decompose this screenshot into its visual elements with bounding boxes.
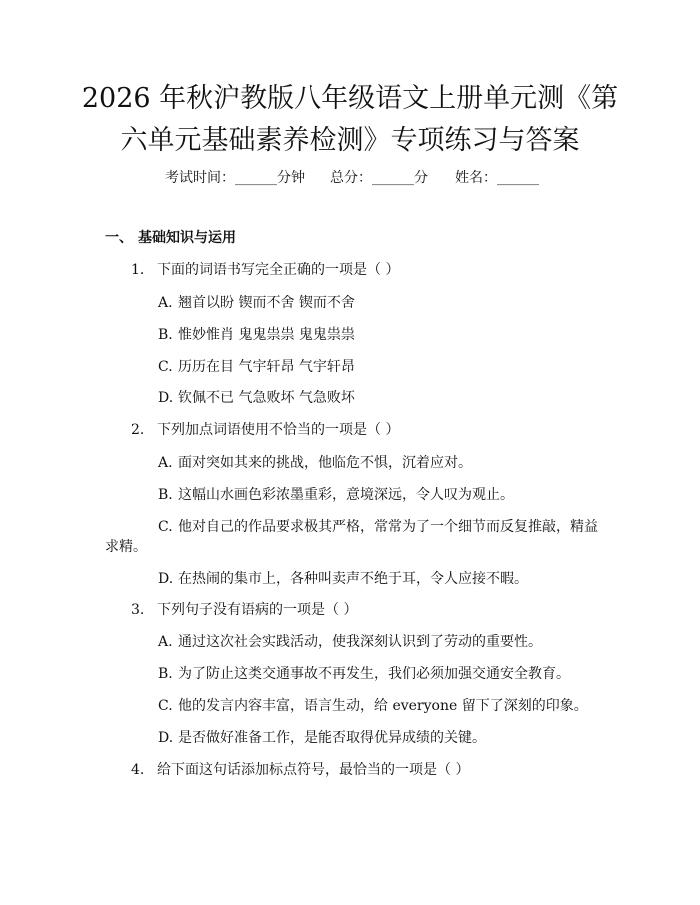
question-text: 下列句子没有语病的一项是（ ） — [157, 602, 358, 618]
option-text: 是否做好准备工作，是能否取得优异成绩的关键。 — [178, 730, 486, 746]
title-line-2: 六单元基础素养检测》专项练习与答案 — [120, 125, 580, 156]
option-text: 翘首以盼 锲而不舍 锲而不舍 — [178, 295, 355, 311]
option-letter: B. — [158, 327, 173, 343]
q2-option-c-continuation: 求精。 — [105, 539, 147, 555]
option-letter: C. — [158, 359, 173, 375]
option-text: 钦佩不已 气急败坏 气急败坏 — [178, 390, 355, 406]
option-text: 他的发言内容丰富，语言生动，给 everyone 留下了深刻的印象。 — [178, 698, 588, 714]
question-text: 下列加点词语使用不恰当的一项是（ ） — [157, 422, 400, 438]
option-text: 通过这次社会实践活动，使我深刻认识到了劳动的重要性。 — [178, 634, 542, 650]
option-letter: A. — [158, 295, 173, 311]
option-text: 惟妙惟肖 鬼鬼祟祟 鬼鬼祟祟 — [178, 327, 355, 343]
question-number: 2. — [131, 422, 145, 438]
option-text: 面对突如其来的挑战，他临危不惧，沉着应对。 — [178, 455, 472, 471]
option-text: 这幅山水画色彩浓墨重彩，意境深远，令人叹为观止。 — [178, 487, 514, 503]
option-letter: D. — [158, 730, 174, 746]
option-letter: C. — [158, 698, 173, 714]
title-line-1: 2026 年秋沪教版八年级语文上册单元测《第 — [81, 83, 619, 114]
section-title: 基础知识与运用 — [138, 230, 236, 246]
question-number: 4. — [131, 762, 145, 778]
exam-time-field: 考试时间：______分钟 — [165, 170, 305, 186]
option-letter: B. — [158, 666, 173, 682]
option-letter: D. — [158, 571, 174, 587]
option-text: 在热闹的集市上，各种叫卖声不绝于耳，令人应接不暇。 — [178, 571, 528, 587]
option-letter: A. — [158, 455, 173, 471]
option-letter: C. — [158, 519, 173, 535]
option-text: 为了防止这类交通事故不再发生，我们必须加强交通安全教育。 — [178, 666, 570, 682]
option-text: 历历在目 气宇轩昂 气宇轩昂 — [178, 359, 355, 375]
section-number: 一、 — [105, 230, 133, 246]
total-score-field: 总分：______分 — [330, 170, 428, 186]
question-text: 给下面这句话添加标点符号，最恰当的一项是（ ） — [157, 762, 470, 778]
question-number: 1. — [131, 262, 145, 278]
document-title — [40, 78, 660, 162]
student-name-field: 姓名：______ — [455, 170, 539, 186]
option-letter: A. — [158, 634, 173, 650]
option-letter: B. — [158, 487, 173, 503]
question-number: 3. — [131, 602, 145, 618]
option-text: 他对自己的作品要求极其严格，常常为了一个细节而反复推敲，精益 — [178, 519, 598, 535]
option-letter: D. — [158, 390, 174, 406]
question-text: 下面的词语书写完全正确的一项是（ ） — [157, 262, 400, 278]
